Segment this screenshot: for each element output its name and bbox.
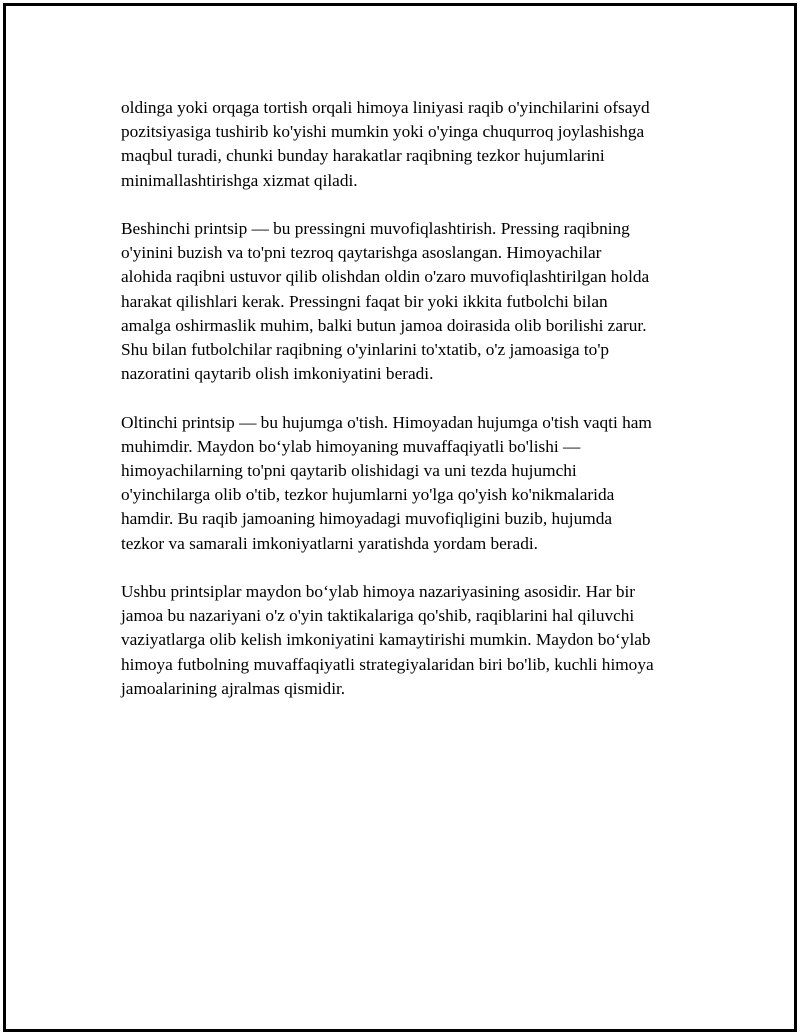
document-body (121, 96, 696, 725)
paragraph-2: Beshinchi printsip — bu pressingni muvofiqlashtirish. Pressing raqibning o'yinini buzish va to'pni tezroq qaytarishga asoslangan. Himoyachilar alohida raqibni ustuvor qilib olishdan oldin o'zaro muvofiqlashtirilgan holda harakat qilishlari kerak. Pressingni faqat bir yoki ikkita futbolchi bilan amalga oshirmaslik muhim, balki butun jamoa doirasida olib borilishi zarur. Shu bilan futbolchilar raqibning o'yinlarini to'xtatib, o'z jamoasiga to'p nazoratini qaytarib olish imkoniyatini beradi. (121, 219, 650, 384)
page-border (3, 3, 797, 1032)
paragraph-1: oldinga yoki orqaga tortish orqali himoya liniyasi raqib o'yinchilarini ofsayd pozitsiyasiga tushirib ko'yishi mumkin yoki o'yinga chuqurroq joylashishga maqbul turadi, chunki bunday harakatlar raqibning tezkor hujumlarini minimallashtirishga xizmat qiladi. (121, 98, 650, 190)
paragraph-4: Ushbu printsiplar maydon bo‘ylab himoya nazariyasining asosidir. Har bir jamoa bu nazariyani o'z o'yin taktikalariga qo'shib, raqiblarini hal qiluvchi vaziyatlarga olib kelish imkoniyatini kamaytirishi mumkin. Maydon bo‘ylab himoya futbolning muvaffaqiyatli strategiyalaridan biri bo'lib, kuchli himoya jamoalarining ajralmas qismidir. (121, 582, 654, 698)
paragraph-3: Oltinchi printsip — bu hujumga o'tish. Himoyadan hujumga o'tish vaqti ham muhimdir. Maydon bo‘ylab himoyaning muvaffaqiyatli bo'lishi — himoyachilarning to'pni qaytarib olishidagi va uni tezda hujumchi o'yinchilarga olib o'tib, tezkor hujumlarni yo'lga qo'yish ko'nikmalarida hamdir. Bu raqib jamoaning himoyadagi muvofiqligini buzib, hujumda tezkor va samarali imkoniyatlarni yaratishda yordam beradi. (121, 412, 652, 553)
